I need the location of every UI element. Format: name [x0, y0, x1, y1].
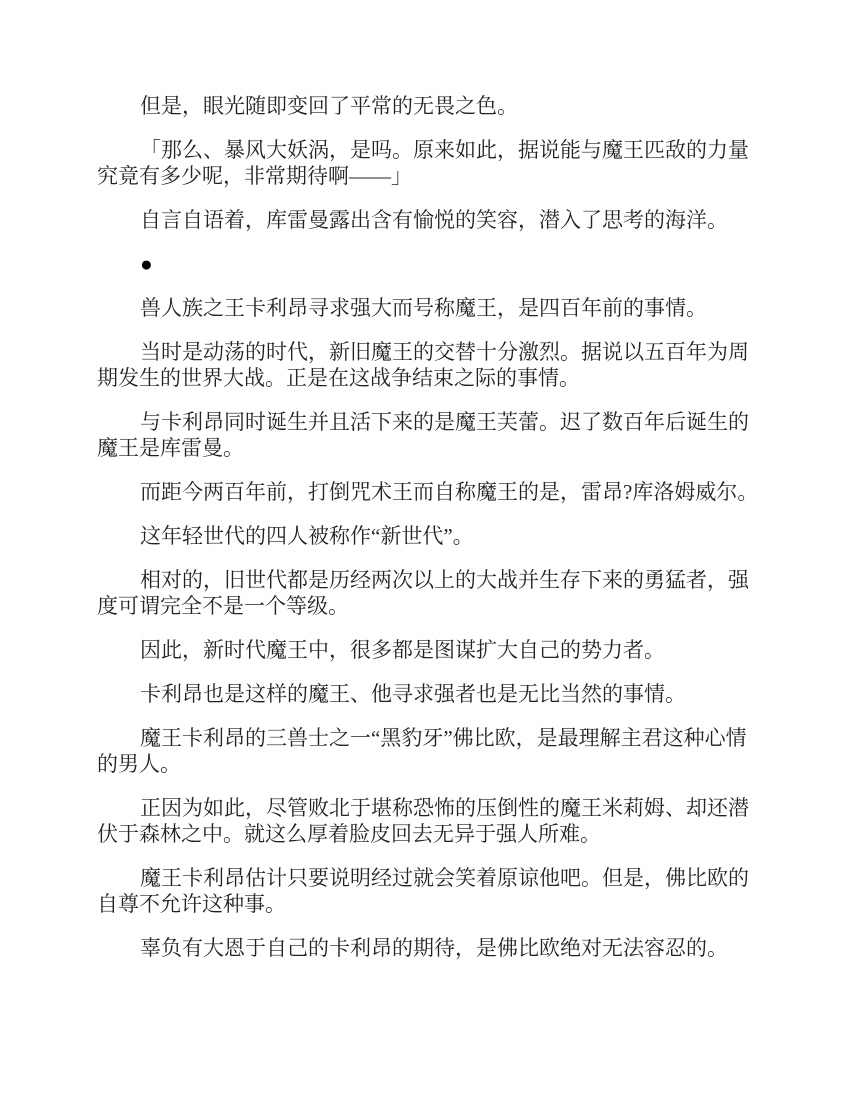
- paragraph: 因此，新时代魔王中，很多都是图谋扩大自己的势力者。: [140, 638, 665, 662]
- paragraph: 卡利昂也是这样的魔王、他寻求强者也是无比当然的事情。: [140, 682, 686, 706]
- section-break-bullet: ●: [140, 252, 153, 276]
- paragraph: 但是，眼光随即变回了平常的无畏之色。: [140, 94, 518, 118]
- paragraph: 魔王卡利昂的三兽士之一“黑豹牙”佛比欧，是最理解主君这种心情的男人。: [97, 726, 747, 776]
- paragraph: 与卡利昂同时诞生并且活下来的是魔王芙蕾。迟了数百年后诞生的魔王是库雷曼。: [97, 410, 749, 460]
- paragraph: 当时是动荡的时代，新旧魔王的交替十分激烈。据说以五百年为周期发生的世界大战。正是在这战争结束之际的事情。: [97, 340, 749, 390]
- paragraph: 辜负有大恩于自己的卡利昂的期待，是佛比欧绝对无法容忍的。: [140, 936, 728, 960]
- dialogue-paragraph: 「那么、暴风大妖涡，是吗。原来如此，据说能与魔王匹敌的力量究竟有多少呢，非常期待啊——」: [97, 138, 749, 188]
- paragraph: 这年轻世代的四人被称作“新世代”。: [140, 524, 474, 548]
- paragraph: 正因为如此，尽管败北于堪称恐怖的压倒性的魔王米莉姆、却还潜伏于森林之中。就这么厚着脸皮回去无异于强人所难。: [97, 796, 749, 846]
- paragraph: 而距今两百年前，打倒咒术王而自称魔王的是，雷昂?库洛姆威尔。: [140, 480, 759, 504]
- paragraph: 魔王卡利昂估计只要说明经过就会笑着原谅他吧。但是，佛比欧的自尊不允许这种事。: [97, 866, 749, 916]
- paragraph: 相对的，旧世代都是历经两次以上的大战并生存下来的勇猛者，强度可谓完全不是一个等级。: [97, 568, 749, 618]
- paragraph: 自言自语着，库雷曼露出含有愉悦的笑容，潜入了思考的海洋。: [140, 208, 728, 232]
- paragraph: 兽人族之王卡利昂寻求强大而号称魔王，是四百年前的事情。: [140, 296, 707, 320]
